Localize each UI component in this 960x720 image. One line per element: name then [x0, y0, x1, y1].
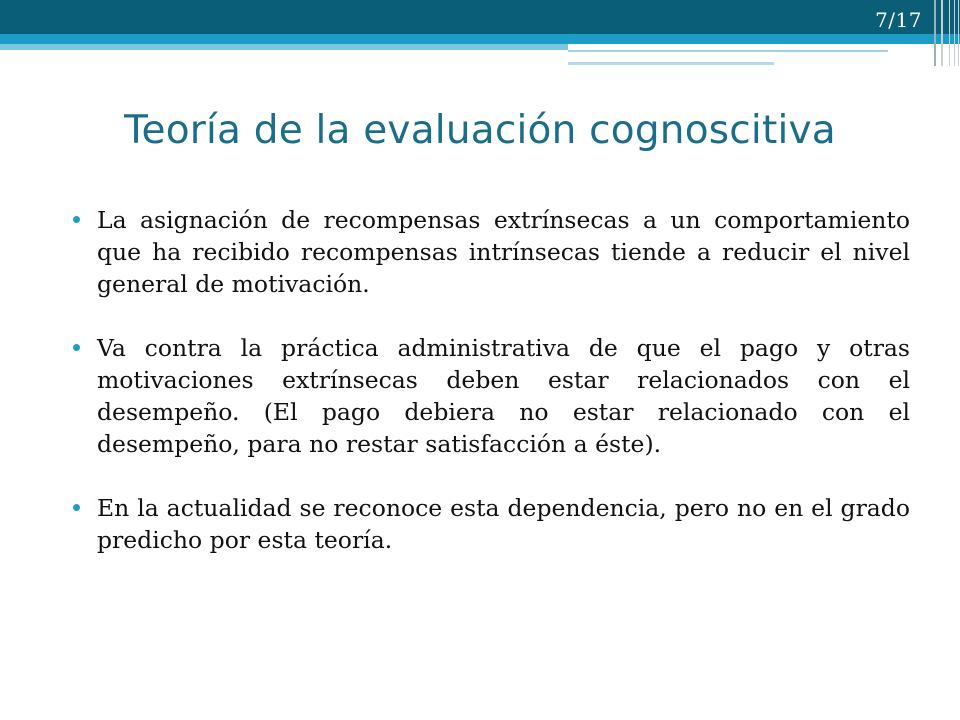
slide-title: Teoría de la evaluación cognoscitiva — [124, 108, 836, 153]
bullet-item — [70, 492, 910, 556]
page-number: 7/17 — [875, 8, 922, 32]
header-band-dark — [0, 0, 960, 34]
header-thin-line — [568, 50, 888, 52]
bullet-item — [70, 332, 910, 460]
header-band-light — [0, 34, 960, 44]
decorative-vertical-line — [958, 0, 959, 66]
bullet-text: En la actualidad se reconoce esta dependencia, pero no en el grado predicho por esta teoría. — [97, 494, 910, 554]
bullet-dot-icon — [73, 344, 80, 351]
bullet-dot-icon — [73, 504, 80, 511]
header-band-accent — [0, 44, 568, 50]
header-thin-line — [568, 62, 774, 65]
bullet-list — [70, 204, 910, 588]
bullet-item — [70, 204, 910, 300]
decorative-vertical-line — [934, 0, 936, 66]
bullet-text: Va contra la práctica administrativa de que el pago y otras motivaciones extrínsecas deben estar relacionados con el desempeño. (El pago debiera no estar relacionado con el desempeño, para no restar satisfacción a éste). — [97, 334, 910, 458]
decorative-vertical-line — [949, 0, 950, 66]
decorative-vertical-line — [941, 0, 943, 66]
bullet-text: La asignación de recompensas extrínsecas a un comportamiento que ha recibido recompensas intrínsecas tiende a reducir el nivel general de motivación. — [97, 206, 910, 298]
decorative-vertical-line — [954, 0, 955, 66]
bullet-dot-icon — [73, 216, 80, 223]
